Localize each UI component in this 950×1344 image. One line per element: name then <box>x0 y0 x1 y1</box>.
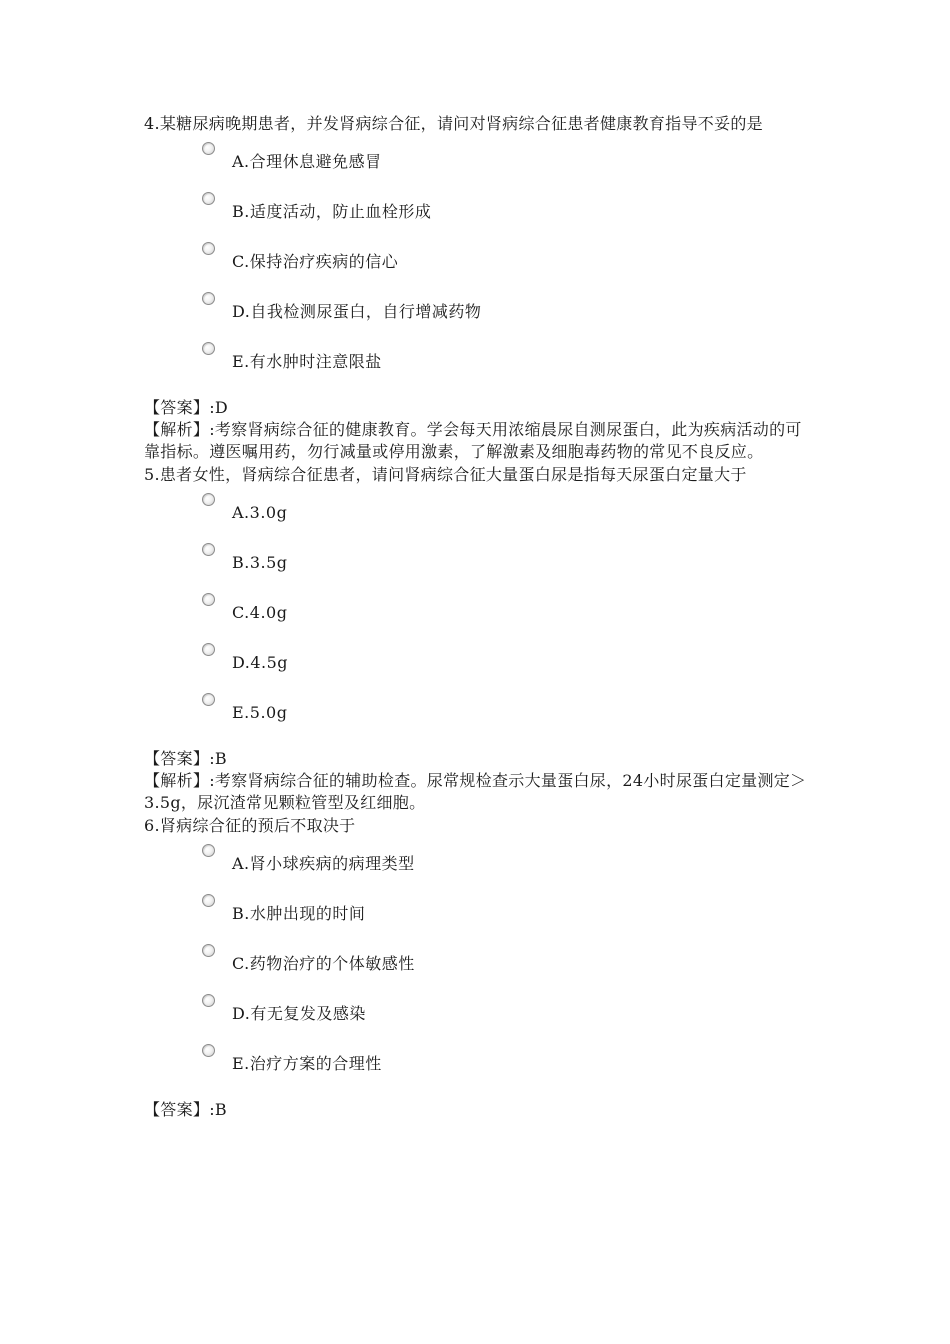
option-label: D.有无复发及感染 <box>232 1004 366 1023</box>
option-a[interactable] <box>144 849 810 899</box>
radio-button[interactable] <box>202 192 215 205</box>
radio-button[interactable] <box>202 292 215 305</box>
radio-button[interactable] <box>202 844 215 857</box>
answer-value: :B <box>209 1100 227 1119</box>
radio-button[interactable] <box>202 894 215 907</box>
analysis-label: 【解析】 <box>144 771 210 790</box>
radio-button[interactable] <box>202 242 215 255</box>
option-list <box>144 498 810 748</box>
analysis-text: :考察肾病综合征的健康教育。学会每天用浓缩晨尿自测尿蛋白，此为疾病活动的可靠指标。遵医嘱用药，勿行减量或停用激素，了解激素及细胞毒药物的常见不良反应。 <box>144 420 802 461</box>
document-page <box>144 112 810 1121</box>
radio-button[interactable] <box>202 693 215 706</box>
option-e[interactable] <box>144 698 810 748</box>
radio-button[interactable] <box>202 342 215 355</box>
answer-label: 【答案】 <box>144 398 210 417</box>
option-label: D.自我检测尿蛋白，自行增减药物 <box>232 302 482 321</box>
question-stem: 4.某糖尿病晚期患者，并发肾病综合征，请问对肾病综合征患者健康教育指导不妥的是 <box>144 114 763 133</box>
radio-button[interactable] <box>202 593 215 606</box>
analysis-text: :考察肾病综合征的辅助检查。尿常规检查示大量蛋白尿，24小时尿蛋白定量测定＞3.5g，尿沉渣常见颗粒管型及红细胞。 <box>144 771 807 812</box>
option-label: A.合理休息避免感冒 <box>232 152 382 171</box>
option-e[interactable] <box>144 1049 810 1099</box>
option-label: C.药物治疗的个体敏感性 <box>232 954 415 973</box>
answer-value: :B <box>209 749 227 768</box>
answer-line <box>144 1099 810 1121</box>
analysis-line <box>144 419 810 463</box>
analysis-line <box>144 770 810 814</box>
option-b[interactable] <box>144 548 810 598</box>
question-stem: 5.患者女性，肾病综合征患者，请问肾病综合征大量蛋白尿是指每天尿蛋白定量大于 <box>144 465 747 484</box>
option-list <box>144 147 810 397</box>
option-e[interactable] <box>144 347 810 397</box>
answer-label: 【答案】 <box>144 1100 210 1119</box>
option-label: A.3.0g <box>232 503 288 522</box>
answer-line <box>144 397 810 419</box>
radio-button[interactable] <box>202 643 215 656</box>
option-label: A.肾小球疾病的病理类型 <box>232 854 415 873</box>
answer-label: 【答案】 <box>144 749 210 768</box>
option-label: C.保持治疗疾病的信心 <box>232 252 399 271</box>
radio-button[interactable] <box>202 543 215 556</box>
option-label: B.3.5g <box>232 553 288 572</box>
radio-button[interactable] <box>202 994 215 1007</box>
option-label: C.4.0g <box>232 603 288 622</box>
question-4 <box>144 112 810 463</box>
radio-button[interactable] <box>202 142 215 155</box>
option-b[interactable] <box>144 197 810 247</box>
option-d[interactable] <box>144 648 810 698</box>
answer-line <box>144 748 810 770</box>
option-label: E.5.0g <box>232 703 288 722</box>
radio-button[interactable] <box>202 944 215 957</box>
option-c[interactable] <box>144 598 810 648</box>
question-stem: 6.肾病综合征的预后不取决于 <box>144 816 356 835</box>
option-b[interactable] <box>144 899 810 949</box>
option-d[interactable] <box>144 297 810 347</box>
option-c[interactable] <box>144 247 810 297</box>
option-a[interactable] <box>144 498 810 548</box>
option-label: D.4.5g <box>232 653 289 672</box>
question-6 <box>144 814 810 1121</box>
option-label: E.有水肿时注意限盐 <box>232 352 382 371</box>
question-5 <box>144 463 810 814</box>
option-a[interactable] <box>144 147 810 197</box>
analysis-label: 【解析】 <box>144 420 210 439</box>
radio-button[interactable] <box>202 493 215 506</box>
radio-button[interactable] <box>202 1044 215 1057</box>
option-d[interactable] <box>144 999 810 1049</box>
answer-value: :D <box>209 398 229 417</box>
option-label: B.水肿出现的时间 <box>232 904 366 923</box>
option-c[interactable] <box>144 949 810 999</box>
option-label: B.适度活动，防止血栓形成 <box>232 202 432 221</box>
option-label: E.治疗方案的合理性 <box>232 1054 382 1073</box>
option-list <box>144 849 810 1099</box>
